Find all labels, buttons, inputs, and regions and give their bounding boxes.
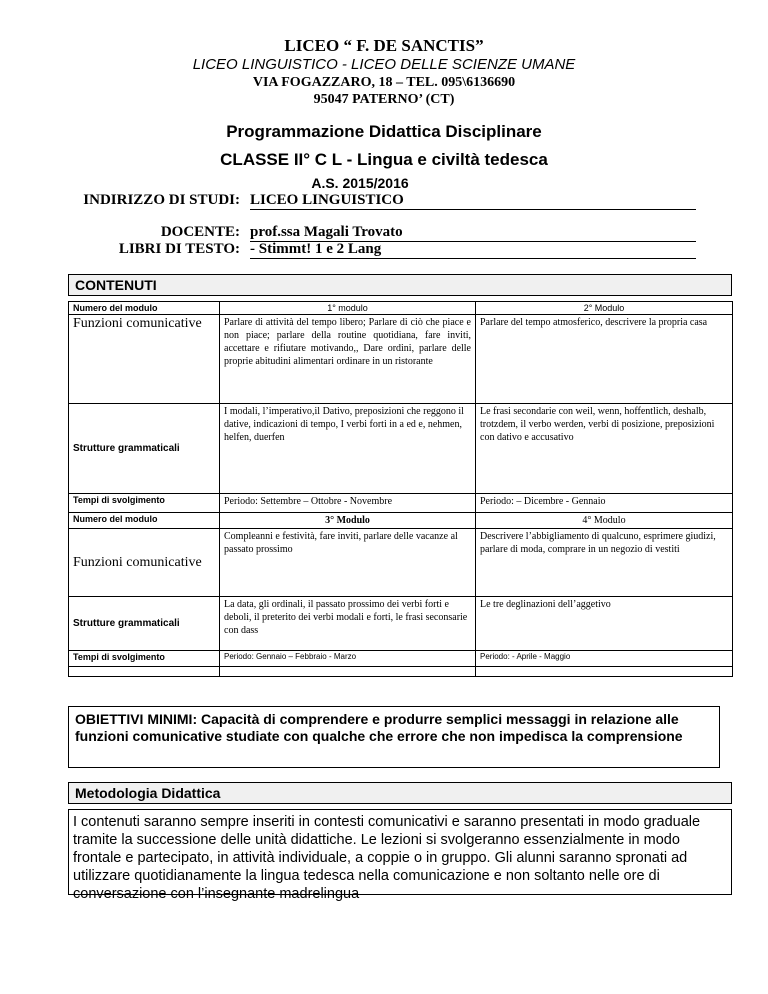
table-row [69,302,733,315]
table-row [69,597,733,651]
table-row [69,404,733,494]
funzioni-label: Funzioni comunicative [69,315,220,404]
tempi-modulo-4: Periodo: - Aprile - Maggio [476,651,733,667]
strutture-modulo-1: I modali, l’imperativo,il Dativo, preposizioni che reggono il dative, indicazioni di tempo, I verbi forti in a ed e, nehmen, helfen, duerfen [220,404,476,494]
school-city: 95047 PATERNO’ (CT) [313,92,455,107]
funzioni-modulo-3: Compleanni e festività, fare inviti, parlare delle vacanze al passato prossimo [220,529,476,597]
empty-cell [69,667,220,677]
funzioni-modulo-4: Descrivere l’abbigliamento di qualcuno, esprimere giudizi, parlare di moda, comprare in un negozio di vestiti [476,529,733,597]
funzioni-modulo-2: Parlare del tempo atmosferico, descrivere la propria casa [476,315,733,404]
document-title: Programmazione Didattica Disciplinare [226,122,542,141]
modulo-3: 3° Modulo [220,513,476,529]
contenuti-table [68,301,733,677]
tempi-modulo-3: Periodo: Gennaio – Febbraio - Marzo [220,651,476,667]
numero-label: Numero del modulo [69,302,220,315]
metodologia-title: Metodologia Didattica [68,782,732,804]
strutture-modulo-3: La data, gli ordinali, il passato prossimo dei verbi forti e deboli, il preterito dei verbi modali e forti, le frasi seconsarie con dass [220,597,476,651]
libri-label: LIBRI DI TESTO: [118,241,240,257]
modulo-1: 1° modulo [220,302,476,315]
strutture-label: Strutture grammaticali [69,597,220,651]
table-row [69,494,733,513]
indirizzo-label: INDIRIZZO DI STUDI: [83,192,240,208]
tempi-label: Tempi di svolgimento [69,494,220,513]
modulo-2: 2° Modulo [476,302,733,315]
strutture-modulo-2: Le frasi secondarie con weil, wenn, hoffentlich, deshalb, trotzdem, il verbo werden, verbi di posizione, preposizioni con dativo e accusativo [476,404,733,494]
indirizzo-value: LICEO LINGUISTICO [250,192,696,210]
empty-cell [476,667,733,677]
empty-cell [220,667,476,677]
school-name: LICEO “ F. DE SANCTIS” [284,36,484,55]
obiettivi-minimi: OBIETTIVI MINIMI: Capacità di comprendere e produrre semplici messaggi in relazione alle funzioni comunicative studiate con qualche che errore che non impedisca la comprensione [68,706,720,768]
class-title: CLASSE II° C L - Lingua e civiltà tedesca [220,150,548,169]
school-address: VIA FOGAZZARO, 18 – TEL. 095\6136690 [252,75,516,90]
funzioni-modulo-1: Parlare di attività del tempo libero; Parlare di ciò che piace e non piace; parlare della routine quotidiana, fare inviti, accettare e rifiutare motivando,, Dare ordini, parlare delle proprie abitudini alimentari ordinare in un ristorante [220,315,476,404]
contenuti-title: CONTENUTI [68,274,732,296]
libri-value: - Stimmt! 1 e 2 Lang [250,241,696,259]
tempi-modulo-2: Periodo: – Dicembre - Gennaio [476,494,733,513]
table-row [69,651,733,667]
docente-label: DOCENTE: [160,224,240,240]
strutture-label: Strutture grammaticali [69,404,220,494]
table-row [69,529,733,597]
metodologia-text: I contenuti saranno sempre inseriti in contesti comunicativi e saranno presentati in modo graduale tramite la successione delle unità didattiche. Le lezioni si svolgeranno essenzialmente in modo frontale e partecipato, in attività individuale, a coppie o in gruppo. Gli alunni saranno spronati ad utilizzare quotidianamente la lingua tedesca nella comunicazione e non soltanto nelle ore di conversazione con l’insegnante madrelingua [68,809,732,895]
docente-value: prof.ssa Magali Trovato [250,224,696,242]
numero-label: Numero del modulo [69,513,220,529]
table-row [69,513,733,529]
tempi-modulo-1: Periodo: Settembre – Ottobre - Novembre [220,494,476,513]
table-row [69,315,733,404]
funzioni-label: Funzioni comunicative [69,529,220,597]
table-row [69,667,733,677]
tempi-label: Tempi di svolgimento [69,651,220,667]
school-subtitle: LICEO LINGUISTICO - LICEO DELLE SCIENZE UMANE [192,56,576,73]
modulo-4: 4° Modulo [476,513,733,529]
strutture-modulo-4: Le tre deglinazioni dell’aggetivo [476,597,733,651]
school-year: A.S. 2015/2016 [311,175,409,191]
